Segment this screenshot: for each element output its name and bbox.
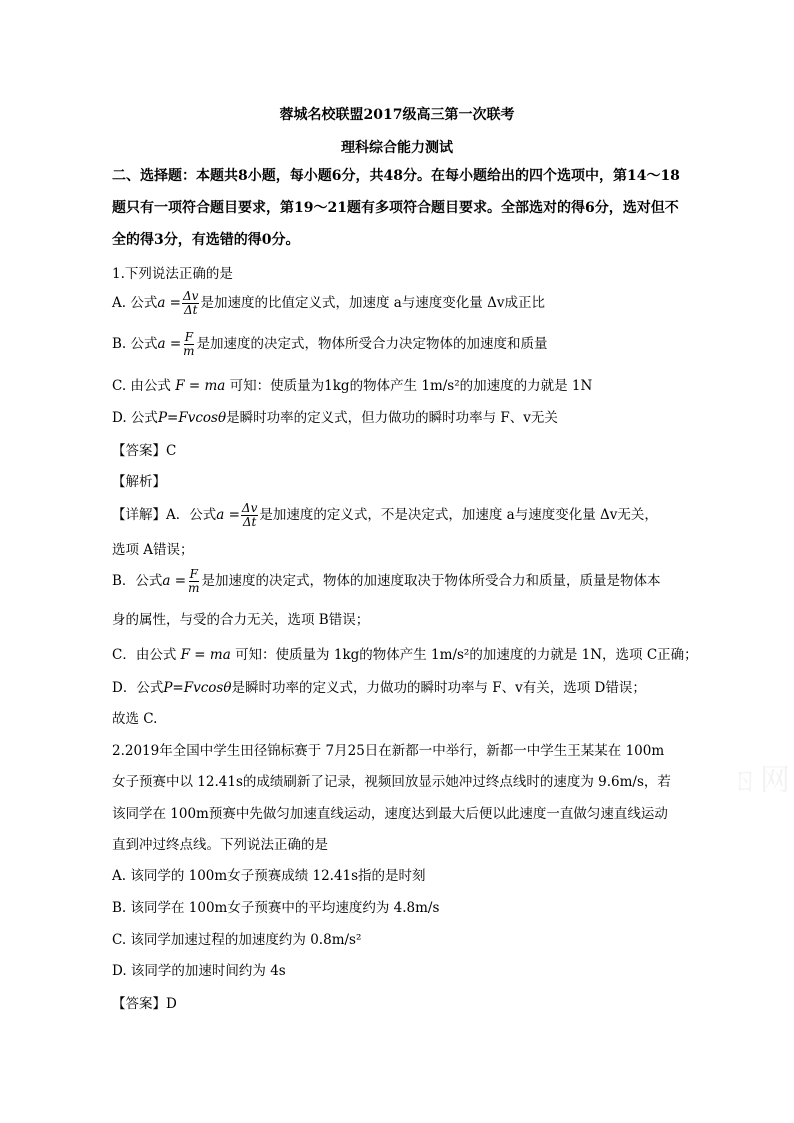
exam-title: 蓉城名校联盟2017级高三第一次联考 bbox=[279, 107, 515, 123]
exam-subtitle: 理科综合能力测试 bbox=[341, 140, 453, 156]
q1-analysis-label: 【解析】 bbox=[112, 474, 166, 490]
fraction-dv-dt: $\frac{\Delta v}{\Delta t}$ bbox=[183, 289, 199, 317]
q1-detail-a: 【详解】A．公式a = $\frac{\Delta v}{\Delta t}$ 是加速度的定义式，不是决定式，加速度 a与速度变化量 Δv无关， bbox=[112, 501, 658, 529]
q1-detail-b: B．公式a = $\frac{F}{m}$ 是加速度的决定式，物体的加速度取决于物体所受合力和质量，质量是物体本 bbox=[112, 567, 661, 595]
q2-stem-line1: 2.2019年全国中学生田径锦标赛于 7月25日在新都一中举行，新都一中学生王某某在 100m bbox=[112, 743, 665, 759]
q2-stem-line2: 女子预赛中以 12.41s的成绩刷新了记录，视频回放显示她冲过终点线时的速度为 9.6m/s，若 bbox=[112, 774, 671, 790]
q1-option-a: A. 公式a = $\frac{\Delta v}{\Delta t}$ 是加速度的比值定义式，加速度 a与速度变化量 Δv成正比 bbox=[112, 289, 545, 317]
q1-detail-a-tail: 选项 A错误； bbox=[112, 542, 194, 558]
q2-option-d: D. 该同学的加速时间约为 4s bbox=[112, 963, 286, 979]
fraction-dv-dt: $\frac{\Delta v}{\Delta t}$ bbox=[241, 501, 258, 529]
section-intro: 二、选择题：本题共8小题，每小题6分，共48分。在每小题给出的四个选项中，第14～18题只有一项符合题目要求，第19～21题有多项符合题目要求。全部选对的得6分，选对但不全的得3分，有选错的得0分。 bbox=[112, 168, 680, 248]
fraction-f-m: $\frac{F}{m}$ bbox=[188, 567, 200, 595]
q1-detail-b-tail: 身的属性，与受的合力无关，选项 B错误； bbox=[112, 612, 370, 628]
q2-stem-line4: 直到冲过终点线。下列说法正确的是 bbox=[112, 837, 328, 853]
q1-detail-c: C．由公式 F = ma 可知：使质量为 1kg的物体产生 1m/s²的加速度的力就是 1N，选项 C正确； bbox=[112, 647, 698, 663]
q2-stem-line3: 该同学在 100m预赛中先做匀加速直线运动，速度达到最大后便以此速度一直做匀速直线运动 bbox=[112, 806, 668, 822]
q1-conclusion: 故选 C. bbox=[112, 711, 158, 727]
q1-answer: 【答案】C bbox=[112, 443, 177, 459]
q1-option-c: C. 由公式 F = ma 可知：使质量为1kg的物体产生 1m/s²的加速度的力就是 1N bbox=[112, 378, 593, 394]
q1-stem: 1.下列说法正确的是 bbox=[112, 266, 233, 282]
q1-detail-d: D．公式P=Fvcosθ是瞬时功率的定义式，力做功的瞬时功率与 F、v有关，选项 D错误； bbox=[112, 680, 646, 696]
watermark: ㄖ网 bbox=[730, 763, 790, 798]
q1-option-d: D. 公式P=Fvcosθ是瞬时功率的定义式，但力做功的瞬时功率与 F、v无关 bbox=[112, 410, 558, 426]
fraction-f-m: $\frac{F}{m}$ bbox=[183, 330, 195, 358]
q2-option-c: C. 该同学加速过程的加速度约为 0.8m/s² bbox=[112, 932, 362, 948]
q2-option-b: B. 该同学在 100m女子预赛中的平均速度约为 4.8m/s bbox=[112, 900, 440, 916]
q2-option-a: A. 该同学的 100m女子预赛成绩 12.41s指的是时刻 bbox=[112, 868, 426, 884]
q2-answer: 【答案】D bbox=[112, 996, 177, 1012]
q1-option-b: B. 公式a = $\frac{F}{m}$ 是加速度的决定式，物体所受合力决定物体的加速度和质量 bbox=[112, 330, 548, 358]
